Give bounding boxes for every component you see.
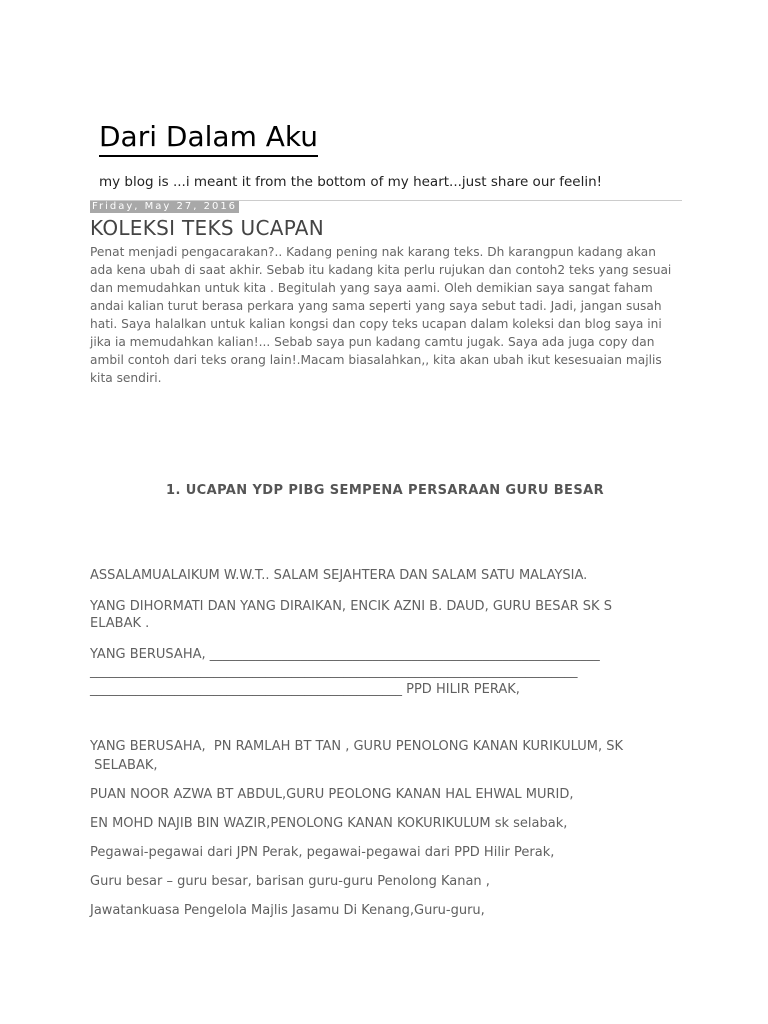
intro-line: jika ia memudahkan kalian!... Sebab saya pun kadang camtu jugak. Saya ada juga copy dan — [90, 335, 655, 349]
speech-greeting: ASSALAMUALAIKUM W.W.T.. SALAM SEJAHTERA DAN SALAM SATU MALAYSIA. — [90, 568, 588, 583]
blog-title[interactable]: Dari Dalam Aku — [99, 120, 318, 157]
post-intro — [90, 243, 680, 387]
speech-line: Guru besar – guru besar, barisan guru-guru Penolong Kanan , — [90, 874, 490, 889]
speech-line: YANG BERUSAHA, ____________________________________________________________ — [90, 647, 600, 662]
speech-line: Jawatankuasa Pengelola Majlis Jasamu Di Kenang,Guru-guru, — [90, 903, 485, 918]
speech-title: 1. UCAPAN YDP PIBG SEMPENA PERSARAAN GURU BESAR — [166, 483, 604, 498]
speech-line: ELABAK . — [90, 616, 150, 631]
intro-line: andai kalian turut berasa perkara yang sama seperti yang saya sebut tadi. Jadi, jangan susah — [90, 299, 662, 313]
intro-line: ambil contoh dari teks orang lain!.Macam biasalahkan,, kita akan ubah ikut kesesuaian majlis — [90, 353, 662, 367]
speech-line: EN MOHD NAJIB BIN WAZIR,PENOLONG KANAN KOKURIKULUM sk selabak, — [90, 816, 568, 831]
speech-line: PUAN NOOR AZWA BT ABDUL,GURU PEOLONG KANAN HAL EHWAL MURID, — [90, 787, 574, 802]
speech-line: YANG DIHORMATI DAN YANG DIRAIKAN, ENCIK AZNI B. DAUD, GURU BESAR SK S — [90, 599, 612, 614]
speech-line: SELABAK, — [90, 758, 158, 773]
intro-line: Penat menjadi pengacarakan?.. Kadang pening nak karang teks. Dh karangpun kadang akan — [90, 245, 656, 259]
blog-description: my blog is ...i meant it from the bottom of my heart...just share our feelin! — [99, 174, 603, 190]
speech-line: ________________________________________________ PPD HILIR PERAK, — [90, 682, 520, 697]
post-date: Friday, May 27, 2016 — [92, 201, 238, 212]
speech-line: Pegawai-pegawai dari JPN Perak, pegawai-pegawai dari PPD Hilir Perak, — [90, 845, 555, 860]
speech-line: YANG BERUSAHA, PN RAMLAH BT TAN , GURU PENOLONG KANAN KURIKULUM, SK — [90, 739, 623, 754]
intro-line: hati. Saya halalkan untuk kalian kongsi dan copy teks ucapan dalam koleksi dan blog saya ini — [90, 317, 662, 331]
speech-line: ___________________________________________________________________________ — [90, 664, 578, 679]
post-title[interactable]: KOLEKSI TEKS UCAPAN — [90, 216, 325, 240]
intro-line: kita sendiri. — [90, 371, 162, 385]
intro-line: dan memudahkan untuk kita . Begitulah yang saya aami. Oleh demikian saya sangat faham — [90, 281, 653, 295]
intro-line: ada kena ubah di saat akhir. Sebab itu kadang kita perlu rujukan dan contoh2 teks yang sesuai — [90, 263, 672, 277]
